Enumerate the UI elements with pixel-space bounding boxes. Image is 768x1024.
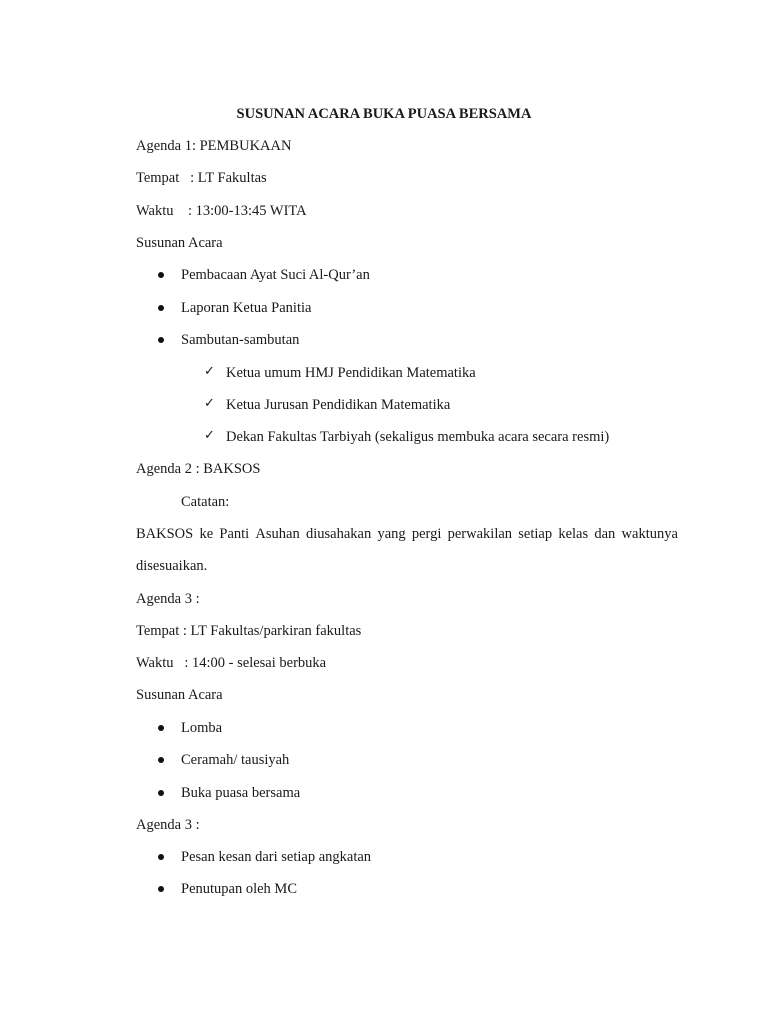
bullet-icon [158,725,164,731]
agenda-1-tempat: Tempat : LT Fakultas [136,170,267,186]
note-word: dan [594,526,616,542]
checkmark-icon: ✓ [204,428,215,443]
agenda-3-heading: Agenda 3 : [136,591,200,607]
note-word: waktunya [621,526,678,542]
agenda-4-item: Penutupan oleh MC [181,881,297,897]
note-word: yang [377,526,406,542]
agenda-3-tempat: Tempat : LT Fakultas/parkiran fakultas [136,623,362,639]
agenda-2-note-line-1 [136,525,678,543]
agenda-4-heading: Agenda 3 : [136,817,200,833]
agenda-3-waktu: Waktu : 14:00 - selesai berbuka [136,655,327,671]
checkmark-icon: ✓ [204,364,215,379]
agenda-1-subitem: Ketua Jurusan Pendidikan Matematika [226,397,451,413]
note-word: diusahakan [305,526,372,542]
bullet-icon [158,272,164,278]
note-word: BAKSOS [136,526,194,542]
note-word: perwakilan [447,526,513,542]
note-word: Asuhan [255,526,300,542]
agenda-1-subitem: Ketua umum HMJ Pendidikan Matematika [226,365,476,381]
agenda-4-item: Pesan kesan dari setiap angkatan [181,849,372,865]
bullet-icon [158,757,164,763]
bullet-icon [158,886,164,892]
agenda-3-item: Ceramah/ tausiyah [181,752,290,768]
agenda-3-susunan-label: Susunan Acara [136,687,223,703]
bullet-icon [158,337,164,343]
agenda-2-note-line-2: disesuaikan. [136,558,208,574]
checkmark-icon: ✓ [204,396,215,411]
bullet-icon [158,790,164,796]
note-word: Panti [219,526,250,542]
agenda-2-catatan: Catatan: [181,494,230,510]
note-word: pergi [411,526,442,542]
note-word: ke [199,526,214,542]
agenda-2-heading: Agenda 2 : BAKSOS [136,461,261,477]
agenda-1-subitem: Dekan Fakultas Tarbiyah (sekaligus membuka acara secara resmi) [226,429,610,445]
note-word: setiap [518,526,553,542]
agenda-1-item: Pembacaan Ayat Suci Al-Qur’an [181,267,370,283]
agenda-3-item: Buka puasa bersama [181,785,301,801]
agenda-1-heading: Agenda 1: PEMBUKAAN [136,138,292,154]
agenda-1-item: Sambutan-sambutan [181,332,300,348]
bullet-icon [158,854,164,860]
agenda-1-item: Laporan Ketua Panitia [181,300,312,316]
note-word: kelas [558,526,589,542]
agenda-3-item: Lomba [181,720,223,736]
document-title: SUSUNAN ACARA BUKA PUASA BERSAMA [236,106,532,122]
agenda-1-susunan-label: Susunan Acara [136,235,223,251]
bullet-icon [158,305,164,311]
agenda-1-waktu: Waktu : 13:00-13:45 WITA [136,203,307,219]
